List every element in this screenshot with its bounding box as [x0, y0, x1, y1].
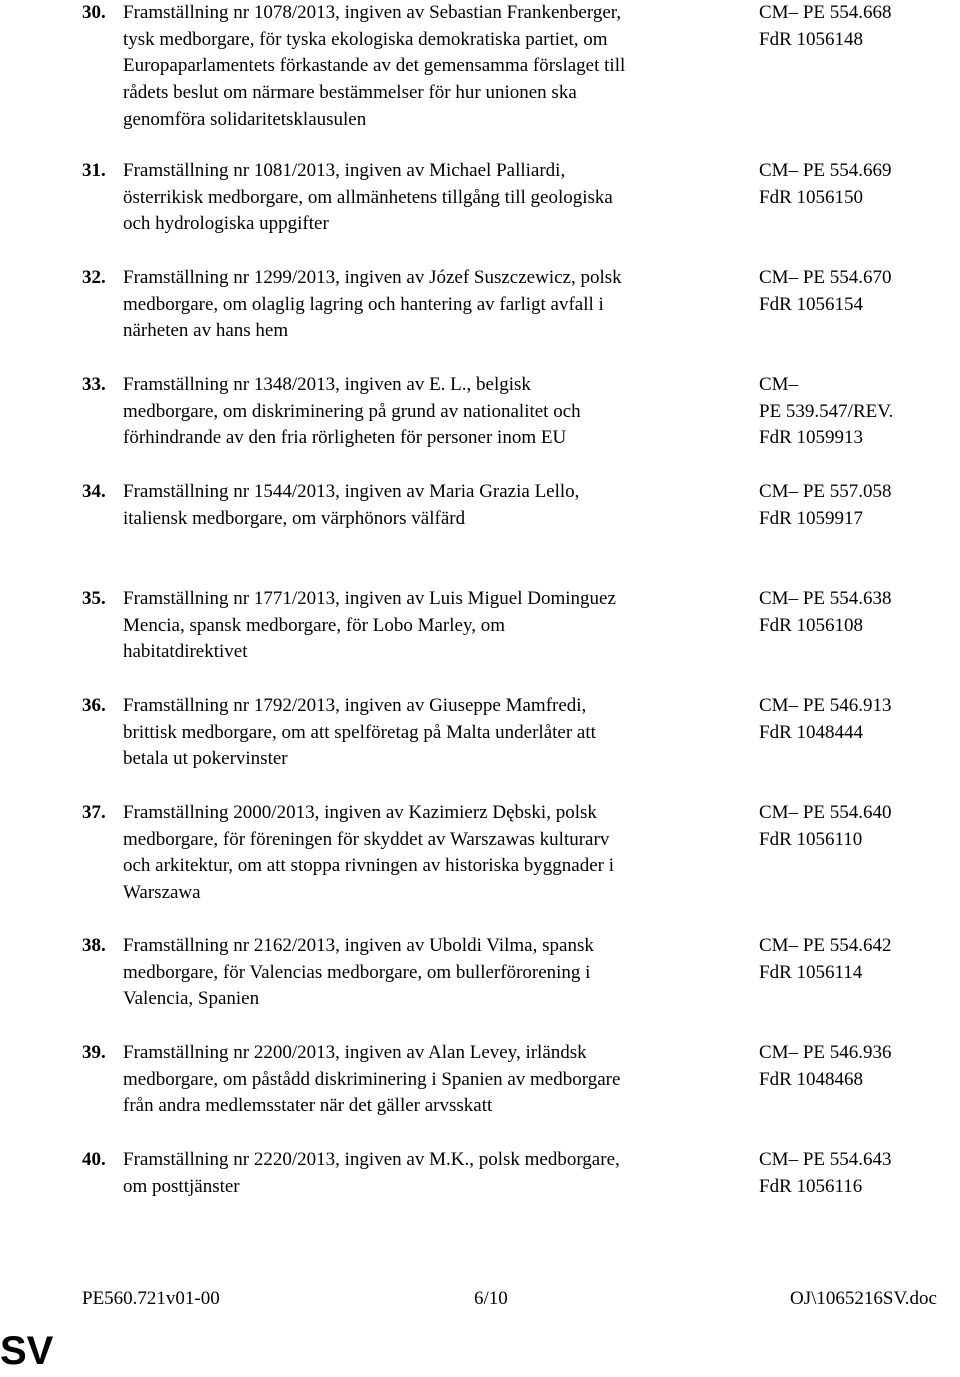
petition-reference — [759, 265, 959, 318]
petition-number: 38. — [82, 935, 106, 956]
petition-number: 39. — [82, 1042, 106, 1063]
description-line: Framställning nr 2200/2013, ingiven av Alan Levey, irländsk — [123, 1042, 587, 1063]
reference-line: CM– PE 546.913 — [759, 695, 892, 716]
description-line: närheten av hans hem — [123, 320, 289, 342]
description-line: brittisk medborgare, om att spelföretag på Malta underlåter att — [123, 721, 596, 743]
petition-description — [123, 693, 748, 773]
reference-line: CM– PE 557.058 — [759, 481, 892, 502]
description-line: medborgare, för Valencias medborgare, om bullerförorening i — [123, 961, 591, 983]
petition-description — [123, 158, 748, 238]
petition-description — [123, 0, 748, 134]
petition-reference — [759, 933, 959, 986]
description-line: Framställning 2000/2013, ingiven av Kazimierz Dębski, polsk — [123, 802, 597, 823]
description-line: rådets beslut om närmare bestämmelser för hur unionen ska — [123, 82, 577, 104]
description-line: och hydrologiska uppgifter — [123, 213, 329, 235]
description-line: Framställning nr 1771/2013, ingiven av Luis Miguel Dominguez — [123, 588, 616, 609]
reference-line: FdR 1048444 — [759, 721, 863, 743]
reference-line: FdR 1056154 — [759, 293, 863, 315]
petition-reference — [759, 1147, 959, 1200]
petition-reference — [759, 372, 959, 452]
reference-line: CM– PE 554.668 — [759, 2, 892, 23]
petition-number: 37. — [82, 802, 106, 823]
description-line: österrikisk medborgare, om allmänhetens tillgång till geologiska — [123, 186, 613, 208]
description-line: medborgare, om påstådd diskriminering i Spanien av medborgare — [123, 1068, 621, 1090]
petition-reference — [759, 586, 959, 639]
petition-number: 33. — [82, 374, 106, 395]
description-line: tysk medborgare, för tyska ekologiska demokratiska partiet, om — [123, 28, 608, 50]
petition-number: 35. — [82, 588, 106, 609]
petition-description — [123, 265, 748, 345]
description-line: Europaparlamentets förkastande av det gemensamma förslaget till — [123, 55, 626, 77]
petition-reference — [759, 158, 959, 211]
description-line: medborgare, om diskriminering på grund av nationalitet och — [123, 400, 581, 422]
description-line: Framställning nr 1081/2013, ingiven av Michael Palliardi, — [123, 160, 566, 181]
reference-line: FdR 1056148 — [759, 28, 863, 50]
description-line: Framställning nr 2162/2013, ingiven av Uboldi Vilma, spansk — [123, 935, 594, 956]
reference-line: FdR 1059917 — [759, 507, 863, 529]
description-line: habitatdirektivet — [123, 641, 248, 663]
petition-description — [123, 1147, 748, 1200]
petition-number: 34. — [82, 481, 106, 502]
description-line: italiensk medborgare, om värphönors välfärd — [123, 507, 466, 529]
reference-line: FdR 1056110 — [759, 828, 863, 850]
petition-number: 40. — [82, 1149, 106, 1170]
petition-number: 36. — [82, 695, 106, 716]
petition-number: 31. — [82, 160, 106, 181]
reference-line: FdR 1056150 — [759, 186, 863, 208]
reference-line: CM– — [759, 374, 799, 395]
description-line: medborgare, för föreningen för skyddet av Warszawas kulturarv — [123, 828, 610, 850]
petition-reference — [759, 479, 959, 532]
reference-line: CM– PE 554.640 — [759, 802, 892, 823]
language-code: SV — [0, 1329, 54, 1373]
description-line: Framställning nr 1792/2013, ingiven av Giuseppe Mamfredi, — [123, 695, 587, 716]
footer-page-number: 6/10 — [474, 1288, 508, 1309]
description-line: Framställning nr 1544/2013, ingiven av Maria Grazia Lello, — [123, 481, 580, 502]
description-line: förhindrande av den fria rörligheten för personer inom EU — [123, 427, 567, 449]
footer-doc-ref: PE560.721v01-00 — [82, 1288, 220, 1309]
petition-number: 30. — [82, 2, 106, 23]
petition-reference — [759, 1040, 959, 1093]
reference-line: CM– PE 554.642 — [759, 935, 892, 956]
description-line: Framställning nr 1078/2013, ingiven av Sebastian Frankenberger, — [123, 2, 622, 23]
petition-description — [123, 933, 748, 1013]
petition-description — [123, 800, 748, 907]
reference-line: CM– PE 554.669 — [759, 160, 892, 181]
reference-line: PE 539.547/REV. — [759, 400, 894, 422]
reference-line: CM– PE 554.670 — [759, 267, 892, 288]
reference-line: CM– PE 554.638 — [759, 588, 892, 609]
description-line: Valencia, Spanien — [123, 988, 260, 1010]
description-line: om posttjänster — [123, 1175, 240, 1197]
description-line: Framställning nr 1348/2013, ingiven av E. L., belgisk — [123, 374, 531, 395]
description-line: medborgare, om olaglig lagring och hantering av farligt avfall i — [123, 293, 604, 315]
petition-description — [123, 1040, 748, 1120]
description-line: Mencia, spansk medborgare, för Lobo Marley, om — [123, 614, 506, 636]
reference-line: CM– PE 554.643 — [759, 1149, 892, 1170]
description-line: och arkitektur, om att stoppa rivningen av historiska byggnader i — [123, 855, 615, 877]
description-line: Framställning nr 1299/2013, ingiven av Józef Suszczewicz, polsk — [123, 267, 622, 288]
petition-number: 32. — [82, 267, 106, 288]
reference-line: FdR 1056116 — [759, 1175, 863, 1197]
reference-line: CM– PE 546.936 — [759, 1042, 892, 1063]
petition-reference — [759, 800, 959, 853]
reference-line: FdR 1059913 — [759, 427, 863, 449]
description-line: Warszawa — [123, 882, 201, 904]
reference-line: FdR 1048468 — [759, 1068, 863, 1090]
description-line: betala ut pokervinster — [123, 748, 288, 770]
reference-line: FdR 1056114 — [759, 961, 863, 983]
reference-line: FdR 1056108 — [759, 614, 863, 636]
description-line: genomföra solidaritetsklausulen — [123, 108, 367, 130]
petition-description — [123, 372, 748, 452]
description-line: från andra medlemsstater när det gäller arvsskatt — [123, 1095, 493, 1117]
petition-reference — [759, 0, 959, 53]
description-line: Framställning nr 2220/2013, ingiven av M.K., polsk medborgare, — [123, 1149, 620, 1170]
petition-description — [123, 479, 748, 532]
footer-file-name: OJ\1065216SV.doc — [790, 1288, 937, 1309]
petition-reference — [759, 693, 959, 746]
petition-description — [123, 586, 748, 666]
